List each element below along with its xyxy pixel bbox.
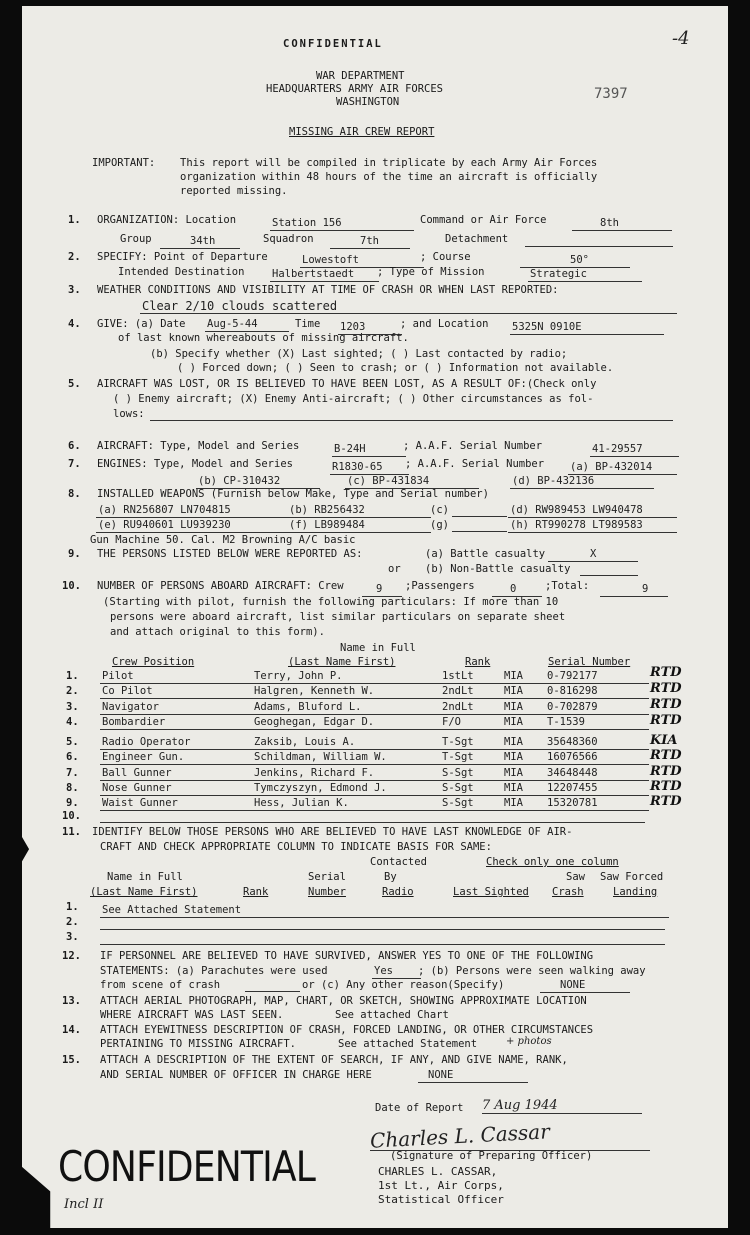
crew-row-num: 1. — [66, 670, 79, 682]
crew-note: RTD — [650, 779, 682, 794]
s8-weapon-a: (a) RN256807 LN704815 — [96, 504, 288, 518]
s15-line-2: AND SERIAL NUMBER OF OFFICER IN CHARGE HERE — [100, 1069, 372, 1081]
s1-group: 34th — [160, 235, 240, 249]
report-date-label: Date of Report — [375, 1102, 464, 1114]
crew-row-10-line — [100, 822, 645, 823]
crew-rank: T-Sgt — [440, 751, 504, 765]
crew-status: MIA — [502, 685, 546, 699]
s11-h-crash: Crash — [552, 886, 584, 898]
s2-mission: Strategic — [528, 268, 642, 282]
dept-line-2: HEADQUARTERS ARMY AIR FORCES — [266, 83, 444, 95]
crew-note: RTD — [650, 697, 682, 712]
crew-h-name-2: (Last Name First) — [288, 656, 396, 668]
s14-line-1: ATTACH EYEWITNESS DESCRIPTION OF CRASH, FORCED LANDING, OR OTHER CIRCUMSTANCES — [100, 1024, 594, 1036]
crew-row-num: 7. — [66, 767, 79, 779]
s2-departure: Lowestoft — [300, 254, 424, 268]
crew-row-num: 8. — [66, 782, 79, 794]
s4-line-2: of last known whereabouts of missing aircraft. — [118, 332, 409, 344]
s2-mission-label: ; Type of Mission — [377, 266, 485, 278]
crew-status: MIA — [502, 736, 546, 750]
s1-command: 8th — [572, 217, 672, 231]
s7-type: R1830-65 — [330, 461, 409, 475]
s5-line-3: lows: — [113, 408, 145, 420]
s1-command-label: Command or Air Force — [420, 214, 547, 226]
crew-status: MIA — [502, 767, 546, 781]
crew-row-num: 3. — [66, 701, 79, 713]
s11-line-1: IDENTIFY BELOW THOSE PERSONS WHO ARE BELIEVED TO HAVE LAST KNOWLEDGE OF AIR- — [92, 826, 573, 838]
s8-weapon-d: (d) RW989453 LW940478 — [508, 504, 677, 518]
s4-b-line-1: (b) Specify whether (X) Last sighted; ( ) Last contacted by radio; — [150, 348, 568, 360]
crew-serial: 35648360 — [545, 736, 649, 750]
s9-number: 9. — [68, 548, 81, 560]
crew-name: Tymczyszyn, Edmond J. — [252, 782, 441, 796]
s9-option-b: (b) Non-Battle casualty — [425, 563, 571, 575]
s7-engine-b: (b) CP-310432 — [196, 475, 320, 489]
crew-note: RTD — [650, 764, 682, 779]
s12-line-3b: or (c) Any other reason(Specify) — [302, 979, 505, 991]
s11-entry: See Attached Statement — [100, 904, 669, 918]
s11-h-serial: Serial — [308, 871, 346, 883]
s2-course: 50° — [520, 254, 630, 268]
s11-h-name-2: (Last Name First) — [90, 886, 198, 898]
s15-line-1: ATTACH A DESCRIPTION OF THE EXTENT OF SEARCH, IF ANY, AND GIVE NAME, RANK, — [100, 1054, 568, 1066]
s14-number: 14. — [62, 1024, 81, 1036]
classification-header: CONFIDENTIAL — [283, 38, 383, 50]
crew-serial: 0-816298 — [545, 685, 649, 699]
s4-time: 1203 — [338, 321, 402, 335]
s4-number: 4. — [68, 318, 81, 330]
s2-label: SPECIFY: Point of Departure — [97, 251, 268, 263]
s11-h-number: Number — [308, 886, 346, 898]
crew-row-num: 2. — [66, 685, 79, 697]
s13-value: See attached Chart — [335, 1009, 449, 1021]
report-number: 7397 — [594, 86, 628, 102]
crew-rank: 1stLt — [440, 670, 504, 684]
s4-date: Aug-5-44 — [205, 318, 289, 332]
crew-rank: 2ndLt — [440, 685, 504, 699]
crew-serial: 16076566 — [545, 751, 649, 765]
inclosure-note: Incl II — [64, 1197, 104, 1212]
crew-name: Jenkins, Richard F. — [252, 767, 441, 781]
crew-status: MIA — [502, 782, 546, 796]
crew-position: Nose Gunner — [100, 782, 254, 796]
s10-line-4: and attach original to this form). — [110, 626, 325, 638]
s1-squadron: 7th — [330, 235, 410, 249]
s12-line-2b: ; (b) Persons were seen walking away — [418, 965, 646, 977]
s11-h-check: Check only one column — [486, 856, 619, 868]
crew-serial: 0-792177 — [545, 670, 649, 684]
s4-location: 5325N 0910E — [510, 321, 664, 335]
crew-row-num: 9. — [66, 797, 79, 809]
s14-handwritten: + photos — [506, 1036, 552, 1047]
s6-serial: 41-29557 — [590, 443, 679, 457]
important-label: IMPORTANT: — [92, 157, 156, 169]
crew-serial: T-1539 — [545, 716, 649, 730]
confidential-stamp: CONFIDENTIAL — [58, 1142, 315, 1191]
s7-engine-d: (d) BP-432136 — [510, 475, 654, 489]
s11-row-3-line — [100, 944, 665, 945]
crew-name: Schildman, William W. — [252, 751, 441, 765]
s6-serial-label: ; A.A.F. Serial Number — [403, 440, 543, 452]
s6-label: AIRCRAFT: Type, Model and Series — [97, 440, 300, 452]
s10-pass-label: ;Passengers — [405, 580, 475, 592]
crew-row-num: 5. — [66, 736, 79, 748]
crew-h-name-1: Name in Full — [340, 642, 416, 654]
s7-label: ENGINES: Type, Model and Series — [97, 458, 293, 470]
s8-weapon-h: (h) RT990278 LT989583 — [508, 519, 677, 533]
crew-position: Bombardier — [100, 716, 254, 730]
s15-value: NONE — [418, 1069, 528, 1083]
crew-note: RTD — [650, 681, 682, 696]
crew-note: RTD — [650, 713, 682, 728]
s5-line — [150, 420, 673, 421]
s11-h-saw-forced: Saw Forced — [600, 871, 664, 883]
crew-rank: S-Sgt — [440, 782, 504, 796]
s1-squadron-label: Squadron — [263, 233, 314, 245]
important-line-2: organization within 48 hours of the time an aircraft is officially — [180, 171, 598, 183]
crew-position: Co Pilot — [100, 685, 254, 699]
corner-mark: -4 — [672, 28, 690, 49]
s6-type: B-24H — [332, 443, 406, 457]
s10-label: NUMBER OF PERSONS ABOARD AIRCRAFT: Crew — [97, 580, 344, 592]
crew-row-num: 4. — [66, 716, 79, 728]
crew-rank: F/O — [440, 716, 504, 730]
s11-h-contacted: Contacted — [370, 856, 427, 868]
important-line-3: reported missing. — [180, 185, 288, 197]
report-date: 7 Aug 1944 — [482, 1098, 642, 1114]
crew-serial: 15320781 — [545, 797, 649, 811]
s7-serial-label: ; A.A.F. Serial Number — [405, 458, 545, 470]
crew-rank: S-Sgt — [440, 797, 504, 811]
s9-or: or — [388, 563, 401, 575]
s12-number: 12. — [62, 950, 81, 962]
crew-position: Navigator — [100, 701, 254, 715]
s10-total: 9 — [600, 583, 668, 597]
crew-name: Geoghegan, Edgar D. — [252, 716, 441, 730]
s11-row-1: 1. — [66, 901, 79, 913]
crew-rank: S-Sgt — [440, 767, 504, 781]
s14-line-2: PERTAINING TO MISSING AIRCRAFT. — [100, 1038, 296, 1050]
s2-course-label: ; Course — [420, 251, 471, 263]
s8-weapon-c: (c) — [430, 504, 449, 516]
s10-number: 10. — [62, 580, 81, 592]
s5-line-1: AIRCRAFT WAS LOST, OR IS BELIEVED TO HAVE BEEN LOST, AS A RESULT OF:(Check only — [97, 378, 597, 390]
s11-h-last: Last Sighted — [453, 886, 529, 898]
crew-row-num: 10. — [62, 810, 81, 822]
s7-engine-a: (a) BP-432014 — [568, 461, 677, 475]
s11-line-2: CRAFT AND CHECK APPROPRIATE COLUMN TO INDICATE BASIS FOR SAME: — [100, 841, 492, 853]
s8-weapon-e: (e) RU940601 LU939230 — [96, 519, 288, 533]
report-title: MISSING AIR CREW REPORT — [289, 126, 435, 138]
s14-value: See attached Statement — [338, 1038, 478, 1050]
s8-number: 8. — [68, 488, 81, 500]
s8-weapon-g-line — [452, 531, 507, 532]
crew-name: Halgren, Kenneth W. — [252, 685, 441, 699]
s12-line-1: IF PERSONNEL ARE BELIEVED TO HAVE SURVIVED, ANSWER YES TO ONE OF THE FOLLOWING — [100, 950, 594, 962]
s11-number: 11. — [62, 826, 81, 838]
crew-h-position: Crew Position — [112, 656, 195, 668]
s11-row-3: 3. — [66, 931, 79, 943]
s13-number: 13. — [62, 995, 81, 1007]
s6-number: 6. — [68, 440, 81, 452]
crew-note: KIA — [650, 733, 678, 748]
s1-group-label: Group — [120, 233, 152, 245]
s13-line-2: WHERE AIRCRAFT WAS LAST SEEN. — [100, 1009, 284, 1021]
s8-label: INSTALLED WEAPONS (Furnish below Make, Type and Serial number) — [97, 488, 489, 500]
s12-crash-line — [245, 991, 300, 992]
s9-b-line — [580, 575, 638, 576]
s4-b-line-2: ( ) Forced down; ( ) Seen to crash; or ( ) Information not available. — [177, 362, 614, 374]
crew-row-num: 6. — [66, 751, 79, 763]
officer-name: CHARLES L. CASSAR, — [378, 1165, 498, 1178]
s8-weapon-f: (f) LB989484 — [287, 519, 431, 533]
s1-detachment-label: Detachment — [445, 233, 509, 245]
crew-status: MIA — [502, 701, 546, 715]
s12-line-2a: STATEMENTS: (a) Parachutes were used — [100, 965, 328, 977]
s1-org-label: ORGANIZATION: Location — [97, 214, 237, 226]
s9-option-a: (a) Battle casualty — [425, 548, 546, 560]
crew-serial: 0-702879 — [545, 701, 649, 715]
s8-weapon-b: (b) RB256432 — [287, 504, 431, 518]
s11-h-rank: Rank — [243, 886, 269, 898]
s11-h-name-1: Name in Full — [107, 871, 183, 883]
s4-label: GIVE: (a) Date — [97, 318, 186, 330]
s1-number: 1. — [68, 214, 81, 226]
s9-label: THE PERSONS LISTED BELOW WERE REPORTED AS: — [97, 548, 363, 560]
s2-dest-label: Intended Destination — [118, 266, 245, 278]
crew-note: RTD — [650, 794, 682, 809]
s12-other: NONE — [540, 979, 630, 993]
s5-number: 5. — [68, 378, 81, 390]
dept-line-3: WASHINGTON — [336, 96, 400, 108]
s10-line-3: persons were aboard aircraft, list similar particulars on separate sheet — [110, 611, 566, 623]
crew-h-rank: Rank — [465, 656, 491, 668]
s10-total-label: ;Total: — [545, 580, 590, 592]
crew-rank: 2ndLt — [440, 701, 504, 715]
crew-position: Ball Gunner — [100, 767, 254, 781]
s4-time-label: Time — [295, 318, 321, 330]
crew-position: Engineer Gun. — [100, 751, 254, 765]
crew-serial: 12207455 — [545, 782, 649, 796]
crew-status: MIA — [502, 716, 546, 730]
s11-h-landing: Landing — [613, 886, 658, 898]
s7-number: 7. — [68, 458, 81, 470]
s8-weapon-c-line — [452, 516, 507, 517]
crew-name: Zaksib, Louis A. — [252, 736, 441, 750]
crew-name: Hess, Julian K. — [252, 797, 441, 811]
officer-rank: 1st Lt., Air Corps, — [378, 1179, 504, 1192]
s11-h-by: By — [384, 871, 397, 883]
s4-loc-label: ; and Location — [400, 318, 489, 330]
s8-weapon-g: (g) — [430, 519, 449, 531]
crew-rank: T-Sgt — [440, 736, 504, 750]
crew-status: MIA — [502, 797, 546, 811]
s11-h-radio: Radio — [382, 886, 414, 898]
crew-note: RTD — [650, 665, 682, 680]
crew-serial: 34648448 — [545, 767, 649, 781]
crew-position: Radio Operator — [100, 736, 254, 750]
important-line-1: This report will be compiled in triplicate by each Army Air Forces — [180, 157, 598, 169]
crew-status: MIA — [502, 751, 546, 765]
crew-name: Terry, John P. — [252, 670, 441, 684]
s15-number: 15. — [62, 1054, 81, 1066]
s8-description: Gun Machine 50. Cal. M2 Browning A/C basic — [90, 534, 356, 546]
officer-signature: Charles L. Cassar — [369, 1119, 551, 1153]
s5-line-2: ( ) Enemy aircraft; (X) Enemy Anti-aircraft; ( ) Other circumstances as fol- — [113, 393, 594, 405]
s10-line-2: (Starting with pilot, furnish the following particulars: If more than 10 — [103, 596, 559, 608]
crew-name: Adams, Bluford L. — [252, 701, 441, 715]
s3-label: WEATHER CONDITIONS AND VISIBILITY AT TIME OF CRASH OR WHEN LAST REPORTED: — [97, 284, 559, 296]
crew-note: RTD — [650, 748, 682, 763]
s10-passengers: 0 — [492, 583, 542, 597]
s11-h-saw: Saw — [566, 871, 585, 883]
s3-number: 3. — [68, 284, 81, 296]
s1-location: Station 156 — [270, 217, 414, 231]
s11-row-2: 2. — [66, 916, 79, 928]
dept-line-1: WAR DEPARTMENT — [316, 70, 405, 82]
s10-crew: 9 — [362, 583, 402, 597]
s9-mark-a: X — [548, 548, 638, 562]
s13-line-1: ATTACH AERIAL PHOTOGRAPH, MAP, CHART, OR SKETCH, SHOWING APPROXIMATE LOCATION — [100, 995, 587, 1007]
s7-engine-c: (c) BP-431834 — [345, 475, 479, 489]
crew-status: MIA — [502, 670, 546, 684]
crew-position: Waist Gunner — [100, 797, 254, 811]
s11-row-2-line — [100, 929, 665, 930]
s12-line-3a: from scene of crash — [100, 979, 221, 991]
crew-h-serial: Serial Number — [548, 656, 631, 668]
officer-title: Statistical Officer — [378, 1193, 504, 1206]
s1-detachment-line — [525, 246, 673, 247]
s2-destination: Halbertstaedt — [270, 268, 379, 282]
s12-parachutes: Yes — [372, 965, 421, 979]
s2-number: 2. — [68, 251, 81, 263]
s3-value: Clear 2/10 clouds scattered — [140, 300, 677, 314]
signature-label: (Signature of Preparing Officer) — [390, 1150, 593, 1162]
crew-position: Pilot — [100, 670, 254, 684]
